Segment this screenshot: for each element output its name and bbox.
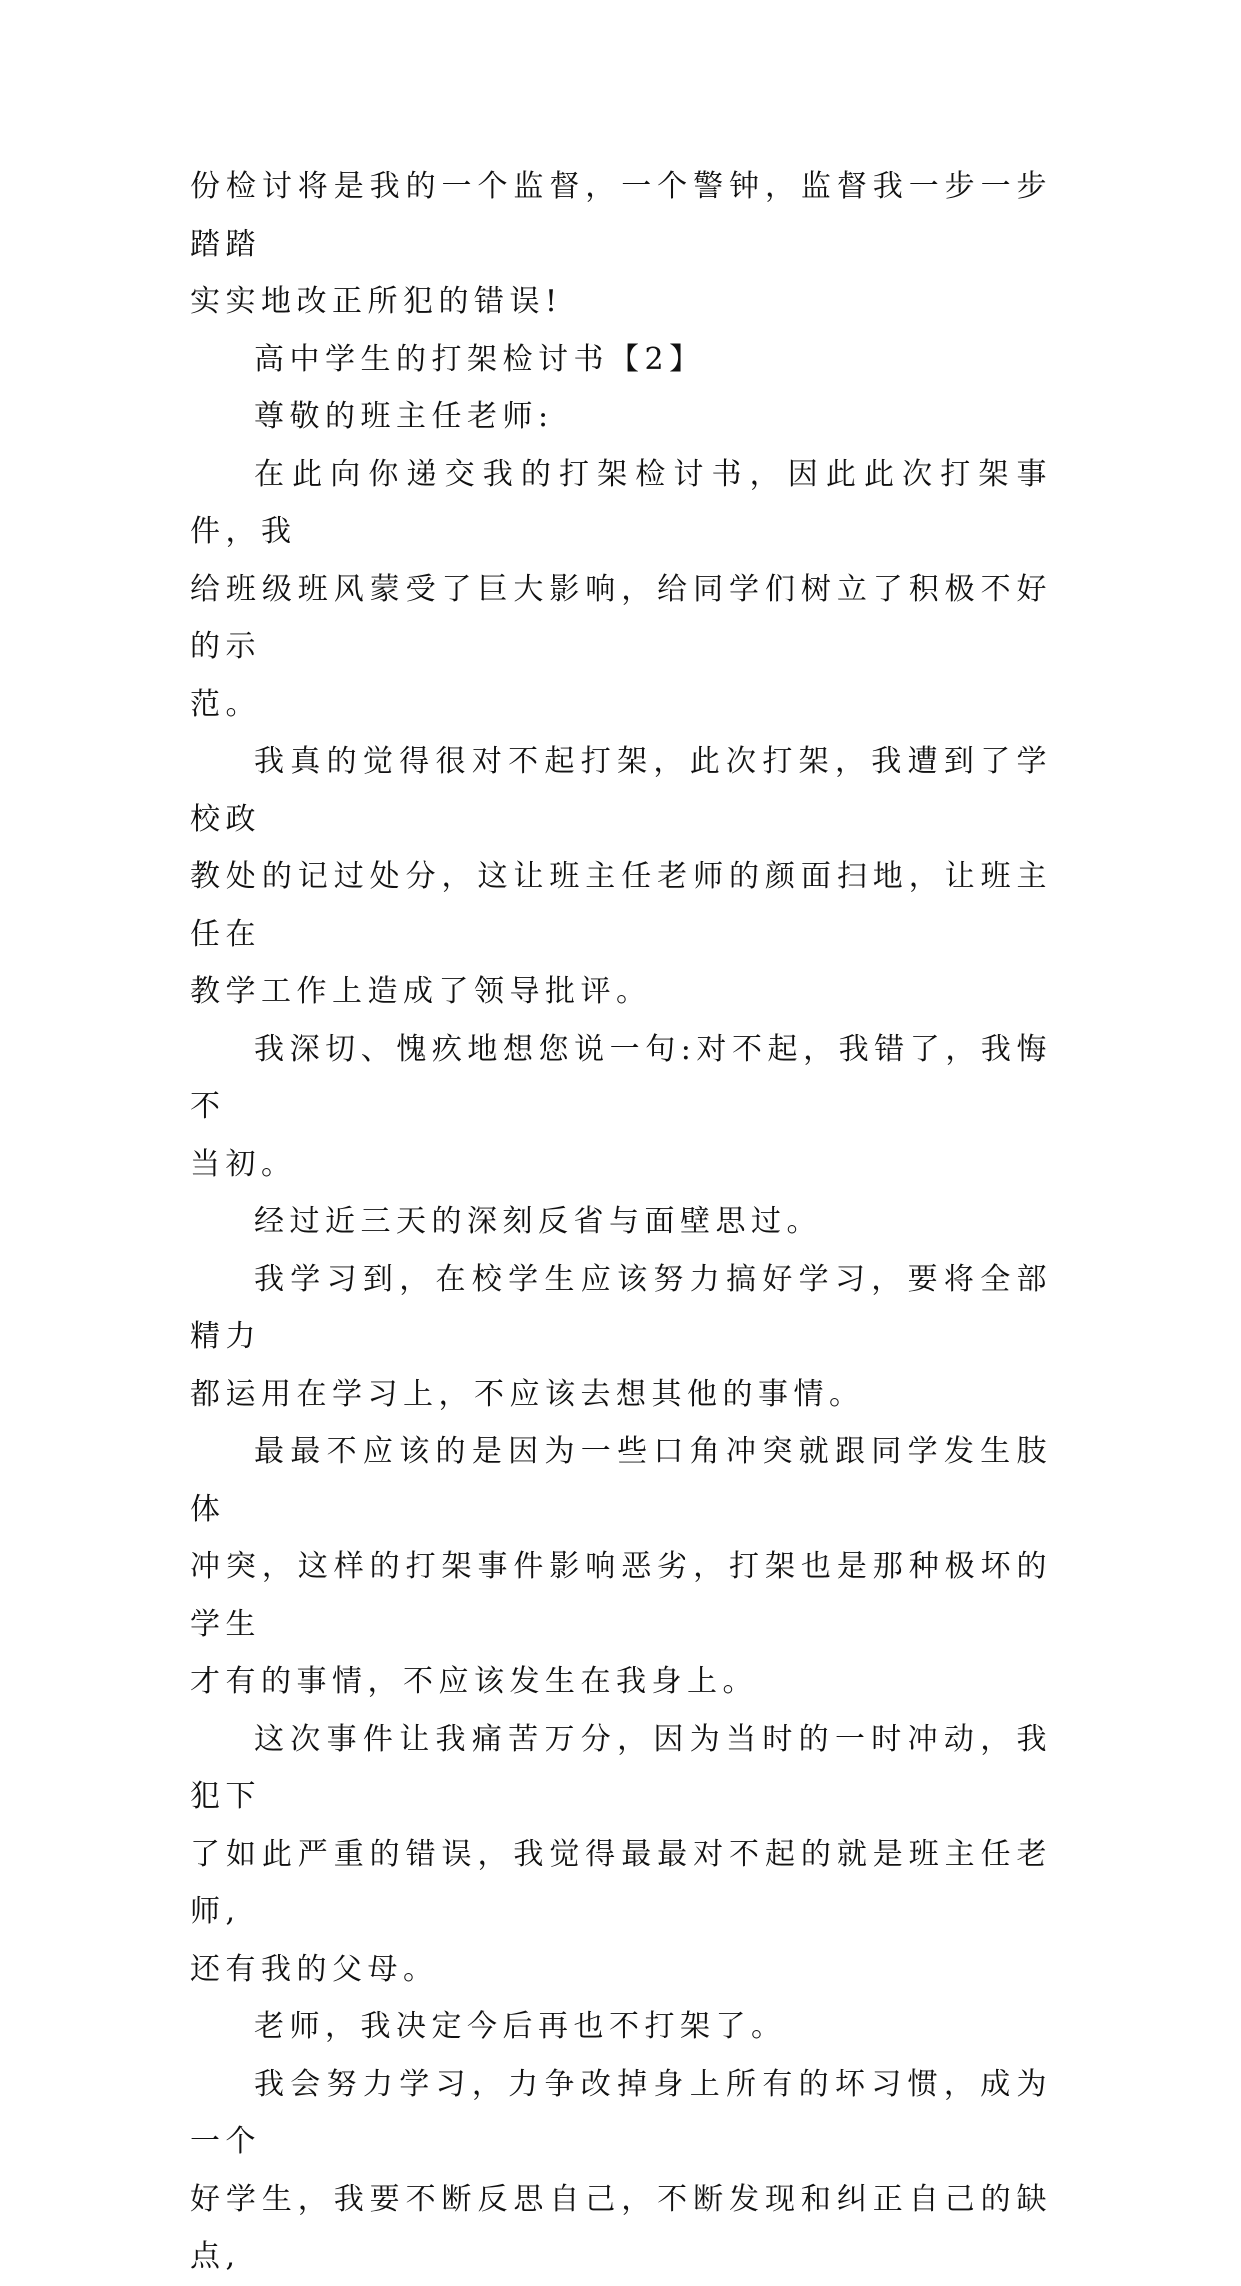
salutation: 尊敬的班主任老师:: [254, 399, 554, 434]
paragraph: 在此向你递交我的打架检讨书，因此此次打架事件，我 给班级班风蒙受了巨大影响，给同学们树立了积极不好的示 范。: [190, 456, 1052, 722]
paragraph: 我真的觉得很对不起打架，此次打架，我遭到了学校政 教处的记过处分，这让班主任老师的颜面扫地，让班主任在 教学工作上造成了领导批评。: [190, 744, 1052, 1009]
section-title: 高中学生的打架检讨书【2】: [254, 341, 705, 377]
document-body: [190, 158, 1052, 2286]
paragraph: 我深切、愧疚地想您说一句:对不起，我错了，我悔不 当初。: [190, 1031, 1052, 1182]
paragraph: 老师，我决定今后再也不打架了。: [254, 2009, 787, 2044]
paragraph: 经过近三天的深刻反省与面壁思过。: [254, 1204, 822, 1239]
paragraph-continued: 份检讨将是我的一个监督，一个警钟，监督我一步一步踏踏 实实地改正所犯的错误!: [190, 169, 1052, 319]
paragraph: 我学习到，在校学生应该努力搞好学习，要将全部精力 都运用在学习上，不应该去想其他的事情。: [190, 1261, 1052, 1412]
paragraph: 最最不应该的是因为一些口角冲突就跟同学发生肢体 冲突，这样的打架事件影响恶劣，打架也是那种极坏的学生 才有的事情，不应该发生在我身上。: [190, 1434, 1052, 1699]
paragraph: 这次事件让我痛苦万分，因为当时的一时冲动，我犯下 了如此严重的错误，我觉得最最对不起的就是班主任老师, 还有我的父母。: [190, 1721, 1052, 1987]
paragraph: 我会努力学习，力争改掉身上所有的坏习惯，成为一个 好学生，我要不断反思自己，不断发现和纠正自己的缺点,: [190, 2066, 1052, 2274]
